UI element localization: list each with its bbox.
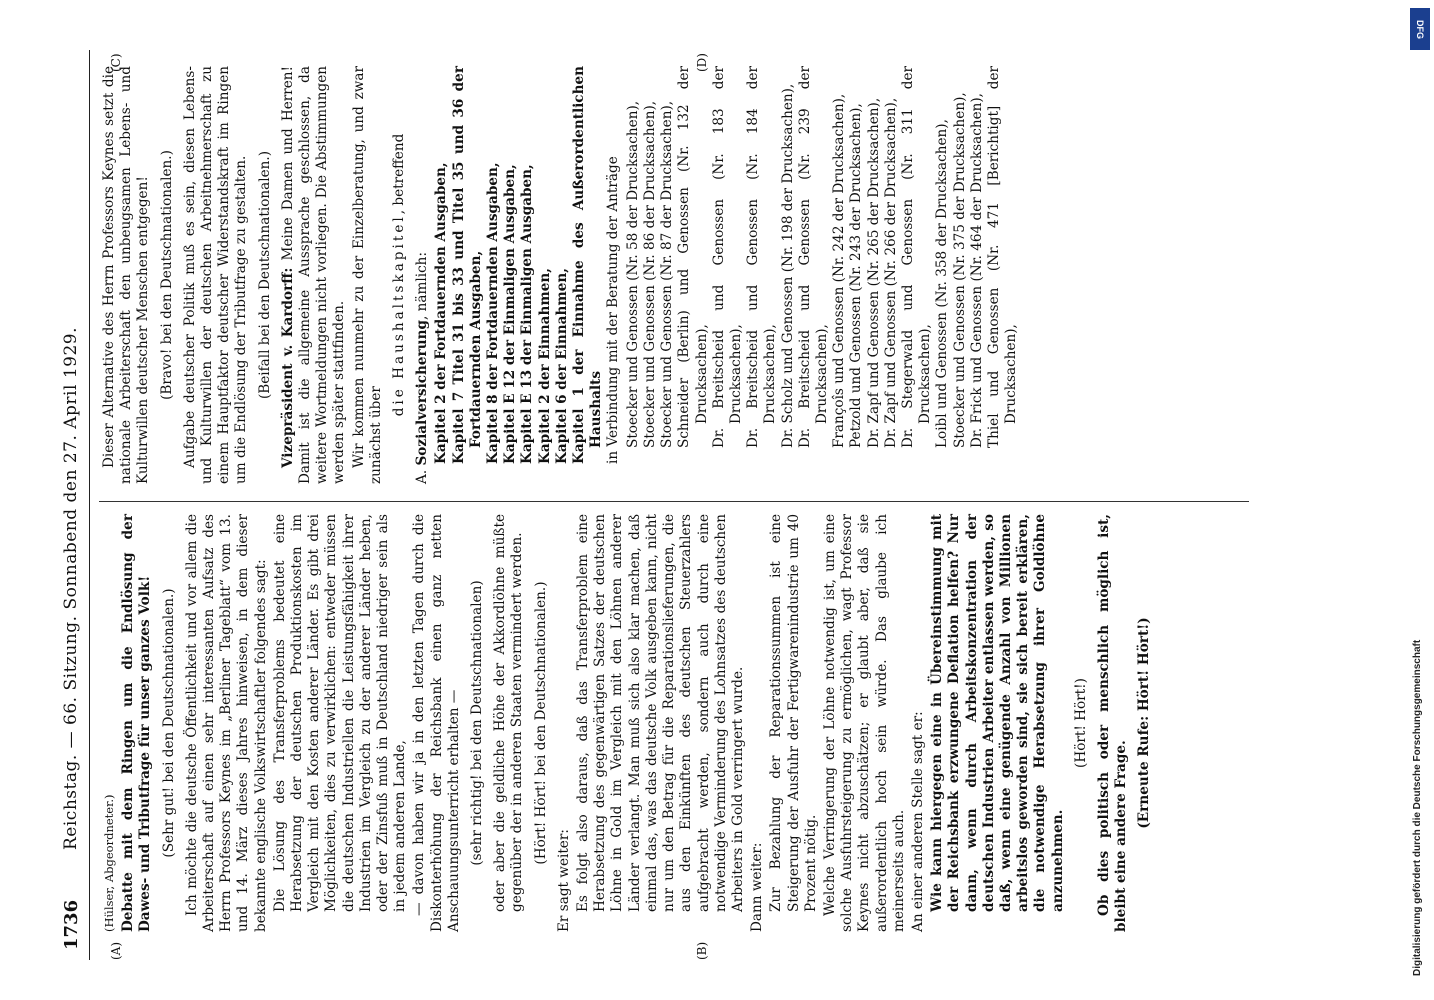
interjection: (Erneute Rufe: Hört! Hört!) [1136, 617, 1153, 829]
credit-text: Digitalisierung gefördert durch die Deutsche Forschungsgemeinschaft [1412, 639, 1423, 976]
paragraph: Ich möchte die deutsche Öffentlichkeit und vor allem die Arbeiterschaft auf einen sehr interessanten Aufsatz des Herrn Professors Keynes im „Berliner Tageblatt“ vom 13. und 14. März dieses Jahres hinweisen, in dem dieser bekannte englische Volkswirtschaftler folgendes sagt: [183, 514, 269, 932]
quotation: Es folgt also daraus, daß das Transferproblem eine Herabsetzung des gegenwärtigen Satzes der deutschen Löhne in Gold im Vergleich mit den Löhnen anderer Länder verlangt. Man muß sich also klar machen, daß einmal das, was das deutsche Volk ausgeben kann, nicht nur um den Betrag für die Reparationslieferungen, die aus den Einkünften des deutschen Steuerzahlers aufgebracht werden, sondern auch durch eine notwendige Verminderung des Lohnsatzes des deutschen Arbeiters in Gold verringert wurde. [575, 514, 746, 912]
antrag-item: Schneider (Berlin) und Genossen (Nr. 132 der Drucksachen), [676, 66, 710, 448]
rotated-page [55, 50, 1355, 960]
interjection: (Hört! Hört!) [1072, 678, 1089, 768]
speech-text: Meine Damen und Herren! Damit ist die allgemeine Aussprache geschlossen, da weitere Wortmeldungen nicht vorliegen. Die Abstimmungen werden später stattfinden. [279, 65, 348, 484]
margin-mark-d: (D) [695, 53, 709, 72]
kapitel-item: Kapitel 8 der Fortdauernden Ausgaben, [485, 162, 502, 464]
paragraph: in Verbindung mit der Beratung der Anträge [605, 156, 622, 464]
antrag-item: Dr. Frick und Genossen (Nr. 464 der Drucksachen), [968, 93, 985, 448]
quotation: Wie kann hiergegen eine in Übereinstimmung mit der Reichsbank erzwungene Deflation helfen? Nur dann, wenn durch Arbeitskonzentration der deutschen Industrien Arbeiter entlassen werden, so daß, wenn eine genügende Anzahl von Millionen arbeitslos geworden sind, sie sich bereit erklären, die notwendige Herabsetzung ihrer Goldlöhne anzunehmen. [929, 514, 1066, 912]
page-number: 1736 [61, 899, 82, 950]
right-column [101, 66, 1020, 484]
antrag-item: Stoecker und Genossen (Nr. 58 der Drucksachen), [624, 100, 641, 448]
interjection: (Beifall bei den Deutschnationalen.) [256, 150, 273, 400]
quotation: Zur Bezahlung der Reparationssummen ist eine Steigerung der Ausfuhr der Fertigwarenindustrie um 40 Prozent nötig. [768, 514, 819, 912]
antrag-item: Petzold und Genossen (Nr. 243 der Drucksachen), [848, 103, 865, 448]
paragraph: Aufgabe deutscher Politik muß es sein, diesen Lebens- und Kulturwillen der deutschen Arbeitnehmerschaft zu einem Hauptfaktor deutscher Widerstandskraft im Ringen um die Endlösung der Tributfrage zu gestalten. [181, 66, 250, 484]
margin-mark-c: (C) [109, 53, 123, 72]
antrag-item: Dr. Breitscheid und Genossen (Nr. 239 der Drucksachen), [796, 66, 830, 448]
antrag-item: Thiel und Genossen (Nr. 471 [Berichtigt] der Drucksachen), [985, 66, 1020, 448]
agenda-spaced: die Haushaltskapitel [391, 214, 408, 417]
dfg-logo: DFG [1410, 8, 1430, 50]
interjection: (sehr richtig! bei den Deutschnationalen) [469, 580, 486, 866]
antrag-item: Dr. Scholz und Genossen (Nr. 198 der Drucksachen), [779, 83, 796, 448]
kapitel-item: Kapitel 1 der Einnahme des Außerordentlichen Haushalts [571, 66, 605, 464]
antrag-item: Stoecker und Genossen (Nr. 87 der Drucksachen), [659, 100, 676, 448]
antrag-item: Loibl und Genossen (Nr. 358 der Drucksachen), [934, 119, 951, 448]
digitization-credit [1412, 16, 1430, 986]
margin-mark-b: (B) [695, 941, 709, 960]
paragraph: Welche Verringerung der Löhne notwendig ist, um eine solche Ausfuhrsteigerung zu ermöglichen, wagt Professor Keynes nicht abzuschätzen; er glaubt aber, daß sie außerordentlich hoch sein würde. Das glaube ich meinerseits auch. [821, 514, 907, 932]
quotation: Die Lösung des Transferproblems bedeutet eine Herabsetzung der deutschen Produktionskosten im Vergleich mit den Kosten anderer Länder. Es gibt drei Möglichkeiten, dies zu verwirklichen: entweder müssen die deutschen Industriellen die Leistungsfähigkeit ihrer Industrien im Vergleich zu der anderer Länder heben, oder der Zinsfuß muß in Deutschland niedriger sein als in jedem anderen Lande, [271, 514, 409, 912]
paragraph: Ob dies politisch oder menschlich möglich ist, bleibt eine andere Frage. [1095, 514, 1130, 932]
interjection: (Bravo! bei den Deutschnationalen.) [158, 150, 175, 400]
antrag-item: Dr. Breitscheid und Genossen (Nr. 183 der Drucksachen), [710, 66, 744, 448]
paragraph: — davon haben wir ja in den letzten Tagen durch die Diskonterhöhung der Reichsbank einen ganz netten Anschauungsunterricht erhalten — [411, 514, 462, 932]
kapitel-item: Kapitel 2 der Fortdauernden Ausgaben, [433, 162, 450, 464]
agenda-heading [391, 66, 408, 484]
antrag-list [625, 66, 1021, 484]
paragraph: Er sagt weiter: [555, 829, 572, 932]
section-rest: , nämlich: [414, 251, 431, 321]
speaker-name: Vizepräsident v. Kardorff: [279, 267, 296, 468]
antrag-item: Stoecker und Genossen (Nr. 375 der Drucksachen), [951, 92, 968, 448]
page-header [55, 50, 90, 960]
section-heading [414, 66, 431, 484]
agenda-rest: , betreffend [391, 133, 408, 215]
page-title: Reichstag. — 66. Sitzung. Sonnabend den 27. April 1929. [61, 326, 81, 850]
section-prefix: A. [414, 469, 431, 484]
kapitel-item: Kapitel 6 der Einnahmen, [553, 268, 570, 464]
kapitel-item: Kapitel E 13 der Einmaligen Ausgaben, [519, 164, 536, 464]
kapitel-item: Kapitel E 12 der Einmaligen Ausgaben, [502, 164, 519, 464]
quotation: oder aber die geldliche Höhe der Akkordlöhne müßte gegenüber der in anderen Staaten vermindert werden. [492, 514, 526, 912]
paragraph: Debatte mit dem Ringen um die Endlösung der Dawes- und Tributfrage für unser ganzes Volk! [120, 514, 154, 932]
antrag-item: Stoecker und Genossen (Nr. 86 der Drucksachen), [641, 100, 658, 448]
margin-mark-a: (A) [109, 941, 123, 960]
paragraph: Wir kommen nunmehr zu der Einzelberatung, und zwar zunächst über [350, 66, 384, 484]
paragraph: Dieser Alternative des Herrn Professors Keynes setzt die nationale Arbeiterschaft den unbeugsamen Lebens- und Kulturwillen deutscher Menschen entgegen! [101, 66, 152, 484]
antrag-item: Dr. Zapf und Genossen (Nr. 266 der Drucksachen), [882, 97, 899, 448]
kapitel-item: Kapitel 7 Titel 31 bis 33 und Titel 35 und 36 der Fortdauernden Ausgaben, [450, 66, 484, 464]
antrag-item: Dr. Zapf und Genossen (Nr. 265 der Drucksachen), [865, 97, 882, 448]
paragraph: An einer anderen Stelle sagt er: [909, 711, 926, 932]
antrag-item: Dr. Stegerwald und Genossen (Nr. 311 der Drucksachen), [899, 66, 934, 448]
section-title: Sozialversicherung [414, 320, 431, 466]
kapitel-list [433, 66, 605, 484]
left-column [101, 514, 1160, 932]
speaker-label: (Hülser, Abgeordneter.) [102, 794, 116, 932]
antrag-item: Dr. Breitscheid und Genossen (Nr. 184 der Drucksachen), [745, 66, 779, 448]
interjection: (Sehr gut! bei den Deutschnationalen.) [160, 588, 177, 858]
column-divider [99, 501, 1249, 502]
antrag-item: Françoîs und Genossen (Nr. 242 der Drucksachen), [831, 93, 848, 448]
interjection: (Hört! Hört! bei den Deutschnationalen.) [532, 581, 549, 865]
paragraph [280, 66, 349, 484]
kapitel-item: Kapitel 2 der Einnahmen, [536, 268, 553, 464]
paragraph: Dann weiter: [749, 842, 766, 932]
